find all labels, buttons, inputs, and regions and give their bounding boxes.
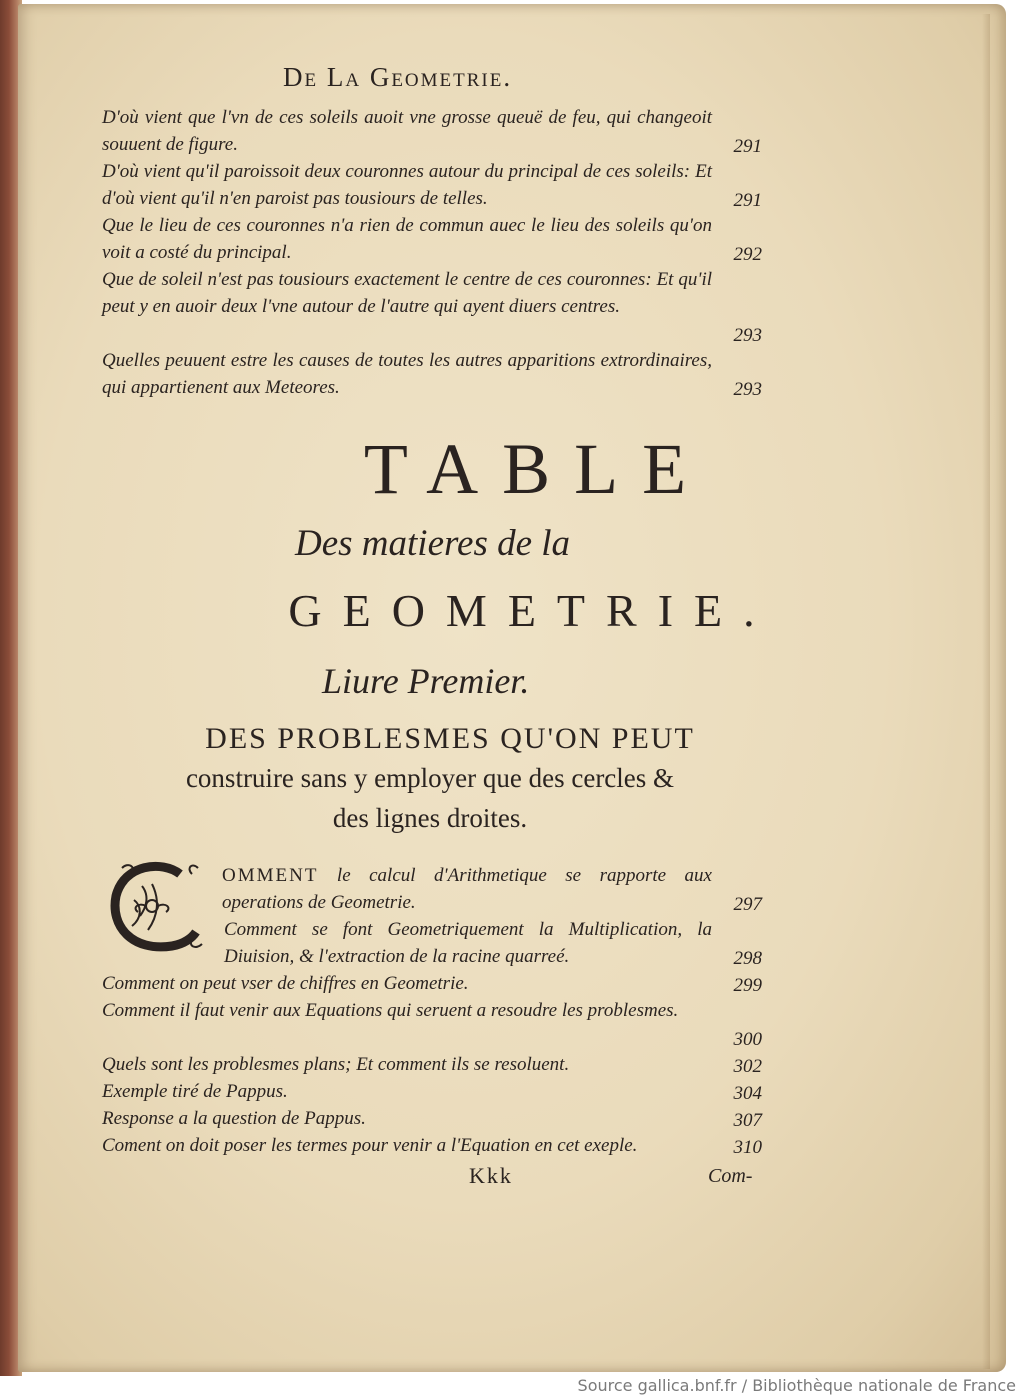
toc-entry — [102, 997, 762, 1051]
toc-entry-text: Que le lieu de ces couronnes n'a rien de commun auec le lieu des soleils qu'on voit a costé du principal. — [102, 215, 712, 263]
section-subheading-line: construire sans y employer que des cercles & — [185, 763, 675, 793]
toc-entry-page: 293 — [733, 325, 762, 346]
toc-entry-rest: le calcul d'Arithmetique se rapporte aux operations de Geometrie. — [222, 865, 712, 913]
table-title: TABLE — [363, 429, 711, 509]
toc-entry — [102, 1132, 762, 1159]
toc-entry-text: Comment on peut vser de chiffres en Geometrie. — [102, 973, 469, 994]
toc-entry — [102, 1051, 762, 1078]
toc-entry-text — [222, 862, 762, 916]
toc-entry-page: 299 — [733, 975, 762, 996]
toc-entry — [102, 1078, 762, 1105]
toc-entry-text: D'où vient que l'vn de ces soleils auoit vne grosse queuë de feu, qui changeoit souuent de figure. — [102, 107, 712, 155]
toc-entry — [102, 862, 762, 916]
toc-entry — [102, 104, 762, 158]
toc-entry-page: 304 — [733, 1083, 762, 1104]
toc-entry-text: Comment se font Geometriquement la Multiplication, la Diuision, & l'extraction de la racine quarreé. — [224, 919, 712, 967]
toc-entry-page: 293 — [733, 379, 762, 400]
toc-entry — [102, 266, 762, 347]
toc-entry-text: D'où vient qu'il paroissoit deux couronnes autour du principal de ces soleils: Et d'où vient qu'il n'en paroist pas tousiours de telles. — [102, 161, 712, 209]
toc-section-geometrie — [102, 862, 762, 1159]
toc-entry-page: 302 — [733, 1056, 762, 1077]
toc-entry — [102, 916, 762, 970]
toc-entry — [102, 212, 762, 266]
toc-entry — [102, 158, 762, 212]
source-credit: Source gallica.bnf.fr / Bibliothèque nationale de France — [577, 1376, 1016, 1395]
running-head: De La Geometrie. — [283, 62, 513, 92]
section-subheading — [150, 758, 710, 838]
toc-entry-page: 310 — [733, 1137, 762, 1158]
toc-entry-text: Que de soleil n'est pas tousiours exactement le centre de ces couronnes: Et qu'il peut y en auoir deux l'vne autour de l'autre qui ayent diuers centres. — [102, 269, 712, 317]
toc-entry-text: Response a la question de Pappus. — [102, 1108, 366, 1129]
toc-entry-page: 298 — [733, 948, 762, 969]
toc-entry-page: 292 — [733, 244, 762, 265]
signature-mark: Kkk — [469, 1163, 513, 1188]
toc-entry-text: Coment on doit poser les termes pour venir a l'Equation en cet exeple. — [102, 1135, 638, 1156]
toc-entry-page: 291 — [733, 190, 762, 211]
toc-entry — [102, 970, 762, 997]
book-number-heading: Liure Premier. — [322, 661, 530, 701]
toc-entry-page: 297 — [733, 894, 762, 915]
toc-entry-page: 307 — [733, 1110, 762, 1131]
geometrie-heading: GEOMETRIE. — [288, 585, 776, 636]
toc-entry — [102, 1105, 762, 1132]
toc-section-meteores — [102, 104, 762, 401]
toc-entry-text: Exemple tiré de Pappus. — [102, 1081, 288, 1102]
catchword: Com- — [708, 1165, 753, 1187]
table-subtitle: Des matieres de la — [295, 523, 571, 564]
section-subheading-line: des lignes droites. — [332, 803, 528, 833]
toc-entry-page: 291 — [733, 136, 762, 157]
section-heading: DES PROBLESMES QU'ON PEUT — [205, 722, 695, 755]
toc-entry-lead: OMMENT — [222, 865, 319, 886]
toc-entry-text: Comment il faut venir aux Equations qui seruent a resoudre les problesmes. — [102, 1000, 679, 1021]
page-edge-shadow — [982, 14, 990, 1369]
toc-entry — [102, 347, 762, 401]
toc-entry-text: Quelles peuuent estre les causes de toutes les autres apparitions extrordinaires, qui appartienent aux Meteores. — [102, 350, 712, 398]
toc-entry-page: 300 — [733, 1029, 762, 1050]
toc-entry-text: Quels sont les problesmes plans; Et comment ils se resoluent. — [102, 1054, 570, 1075]
